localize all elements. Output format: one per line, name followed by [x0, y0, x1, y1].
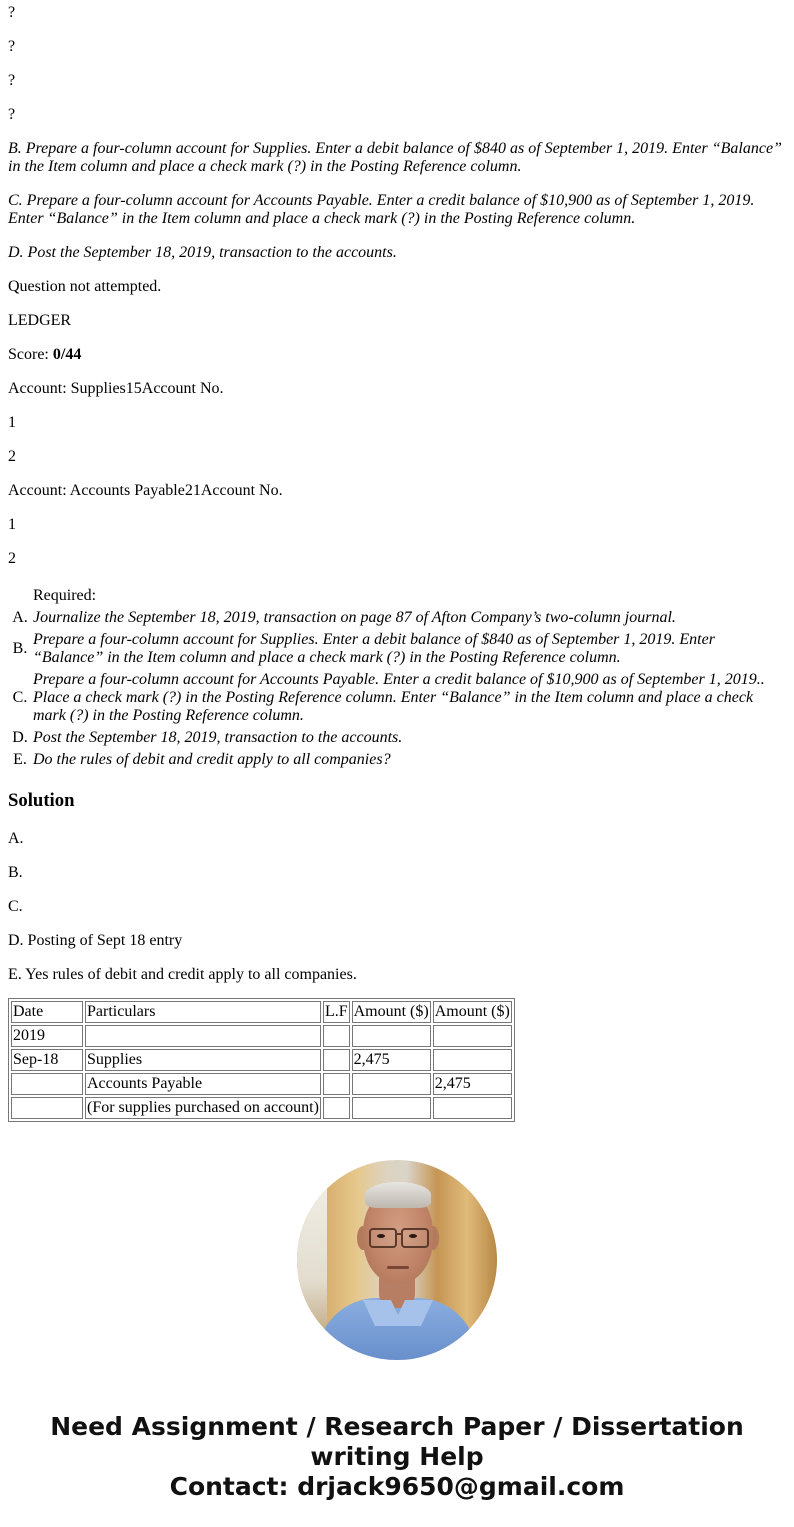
- question-mark-4: ?: [8, 106, 16, 123]
- attempt-status: Question not attempted.: [8, 278, 162, 295]
- cell-particulars: (For supplies purchased on account): [85, 1097, 321, 1119]
- cell-credit: [433, 1097, 512, 1119]
- cell-lf: [323, 1097, 350, 1119]
- cell-credit: 2,475: [433, 1073, 512, 1095]
- cell-particulars: [85, 1025, 321, 1047]
- cell-date: [11, 1073, 83, 1095]
- cell-debit: [352, 1097, 431, 1119]
- account-supplies-row-2: 2: [8, 448, 16, 465]
- required-item: [10, 608, 784, 628]
- header-lf: L.F: [323, 1001, 350, 1023]
- account-payable-line: Account: Accounts Payable21Account No.: [8, 482, 283, 499]
- header-credit-amount: Amount ($): [433, 1001, 512, 1023]
- table-row: [11, 1097, 512, 1119]
- required-item-label: C.: [12, 689, 28, 706]
- score-label: Score:: [8, 346, 53, 363]
- cell-date: [11, 1097, 83, 1119]
- instruction-d: D. Post the September 18, 2019, transaction to the accounts.: [8, 244, 397, 261]
- question-mark-1: ?: [8, 4, 16, 21]
- ledger-title: LEDGER: [8, 312, 72, 329]
- journal-header-row: [11, 1001, 512, 1023]
- required-item: [10, 630, 784, 668]
- required-item-label: E.: [13, 751, 27, 768]
- cell-lf: [323, 1025, 350, 1047]
- score-value: 0/44: [52, 346, 82, 363]
- contact-banner: [8, 1412, 786, 1502]
- required-item-text: Prepare a four-column account for Accounts Payable. Enter a credit balance of $10,900 as of September 1, 2019.. Place a check mark (?) in the Posting Reference column. Enter “Balance” in the Item column and place a check mark (?) in the Posting Reference column.: [33, 671, 765, 724]
- account-supplies-row-1: 1: [8, 414, 16, 431]
- glasses-icon: [369, 1228, 397, 1248]
- header-date: Date: [11, 1001, 83, 1023]
- header-particulars: Particulars: [85, 1001, 321, 1023]
- cta-line-2: Contact: drjack9650@gmail.com: [169, 1472, 625, 1501]
- table-row: [11, 1049, 512, 1071]
- solution-line-c: C.: [8, 898, 23, 915]
- cell-credit: [433, 1025, 512, 1047]
- required-list: [8, 584, 786, 772]
- cell-debit: [352, 1025, 431, 1047]
- cell-particulars: Supplies: [85, 1049, 321, 1071]
- solution-line-d: D. Posting of Sept 18 entry: [8, 932, 183, 949]
- cell-date: 2019: [11, 1025, 83, 1047]
- document-page: [0, 4, 794, 1502]
- required-item-label: A.: [12, 609, 28, 626]
- instruction-b: B. Prepare a four-column account for Supplies. Enter a debit balance of $840 as of September 1, 2019. Enter “Balance” in the Item column and place a check mark (?) in the Posting Reference column.: [8, 140, 782, 175]
- required-item-text: Post the September 18, 2019, transaction to the accounts.: [33, 729, 403, 746]
- required-header: Required:: [33, 587, 97, 604]
- cell-debit: 2,475: [352, 1049, 431, 1071]
- instruction-c: C. Prepare a four-column account for Accounts Payable. Enter a credit balance of $10,900 as of September 1, 2019. Enter “Balance” in the Item column and place a check mark (?) in the Posting Reference column.: [8, 192, 755, 227]
- cell-debit: [352, 1073, 431, 1095]
- required-item-label: D.: [12, 729, 28, 746]
- score-line: [8, 346, 786, 364]
- required-item: [10, 670, 784, 726]
- portrait-image: [297, 1160, 497, 1360]
- table-row: [11, 1025, 512, 1047]
- required-item-label: B.: [12, 640, 28, 657]
- required-item: [10, 750, 784, 770]
- cell-date: Sep-18: [11, 1049, 83, 1071]
- required-item-text: Journalize the September 18, 2019, transaction on page 87 of Afton Company’s two-column journal.: [33, 609, 676, 626]
- account-supplies-line: Account: Supplies15Account No.: [8, 380, 224, 397]
- account-payable-row-1: 1: [8, 516, 16, 533]
- author-photo: [297, 1160, 497, 1360]
- cta-line-1: Need Assignment / Research Paper / Dissertation writing Help: [50, 1412, 744, 1471]
- cell-lf: [323, 1073, 350, 1095]
- required-item-text: Do the rules of debit and credit apply to all companies?: [33, 751, 391, 768]
- table-row: [11, 1073, 512, 1095]
- required-item-text: Prepare a four-column account for Supplies. Enter a debit balance of $840 as of September 1, 2019. Enter “Balance” in the Item column and place a check mark (?) in the Posting Reference column.: [33, 631, 715, 666]
- solution-heading: Solution: [8, 790, 75, 811]
- solution-line-a: A.: [8, 830, 24, 847]
- question-mark-3: ?: [8, 72, 16, 89]
- required-item: [10, 728, 784, 748]
- journal-table: [8, 998, 515, 1122]
- solution-line-b: B.: [8, 864, 23, 881]
- cell-lf: [323, 1049, 350, 1071]
- cell-credit: [433, 1049, 512, 1071]
- question-mark-2: ?: [8, 38, 16, 55]
- cell-particulars: Accounts Payable: [85, 1073, 321, 1095]
- header-debit-amount: Amount ($): [352, 1001, 431, 1023]
- solution-line-e: E. Yes rules of debit and credit apply to all companies.: [8, 966, 357, 983]
- account-payable-row-2: 2: [8, 550, 16, 567]
